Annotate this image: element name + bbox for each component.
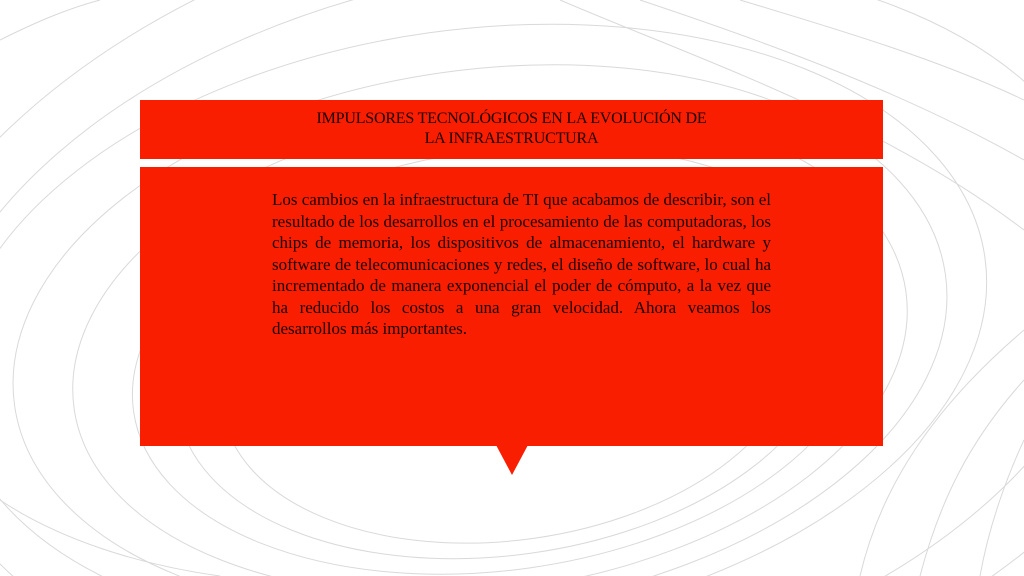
callout-pointer — [496, 445, 528, 475]
slide-title — [140, 109, 883, 149]
slide-body-text: Los cambios en la infraestructura de TI que acabamos de describir, son el resultado de los desarrollos en el procesamiento de las computadoras, los chips de memoria, los dispositivos de almacenamiento, el hardware y software de telecomunicaciones y redes, el diseño de software, lo cual ha incrementado de manera exponencial el poder de cómputo, a la vez que ha reducido los costos a una gran velocidad. Ahora veamos los desarrollos más importantes. — [272, 190, 771, 338]
title-banner — [140, 100, 883, 159]
content-callout-box — [140, 167, 883, 446]
slide-title-line-1: IMPULSORES TECNOLÓGICOS EN LA EVOLUCIÓN DE — [316, 110, 707, 127]
slide-title-line-2: LA INFRAESTRUCTURA — [424, 130, 599, 147]
